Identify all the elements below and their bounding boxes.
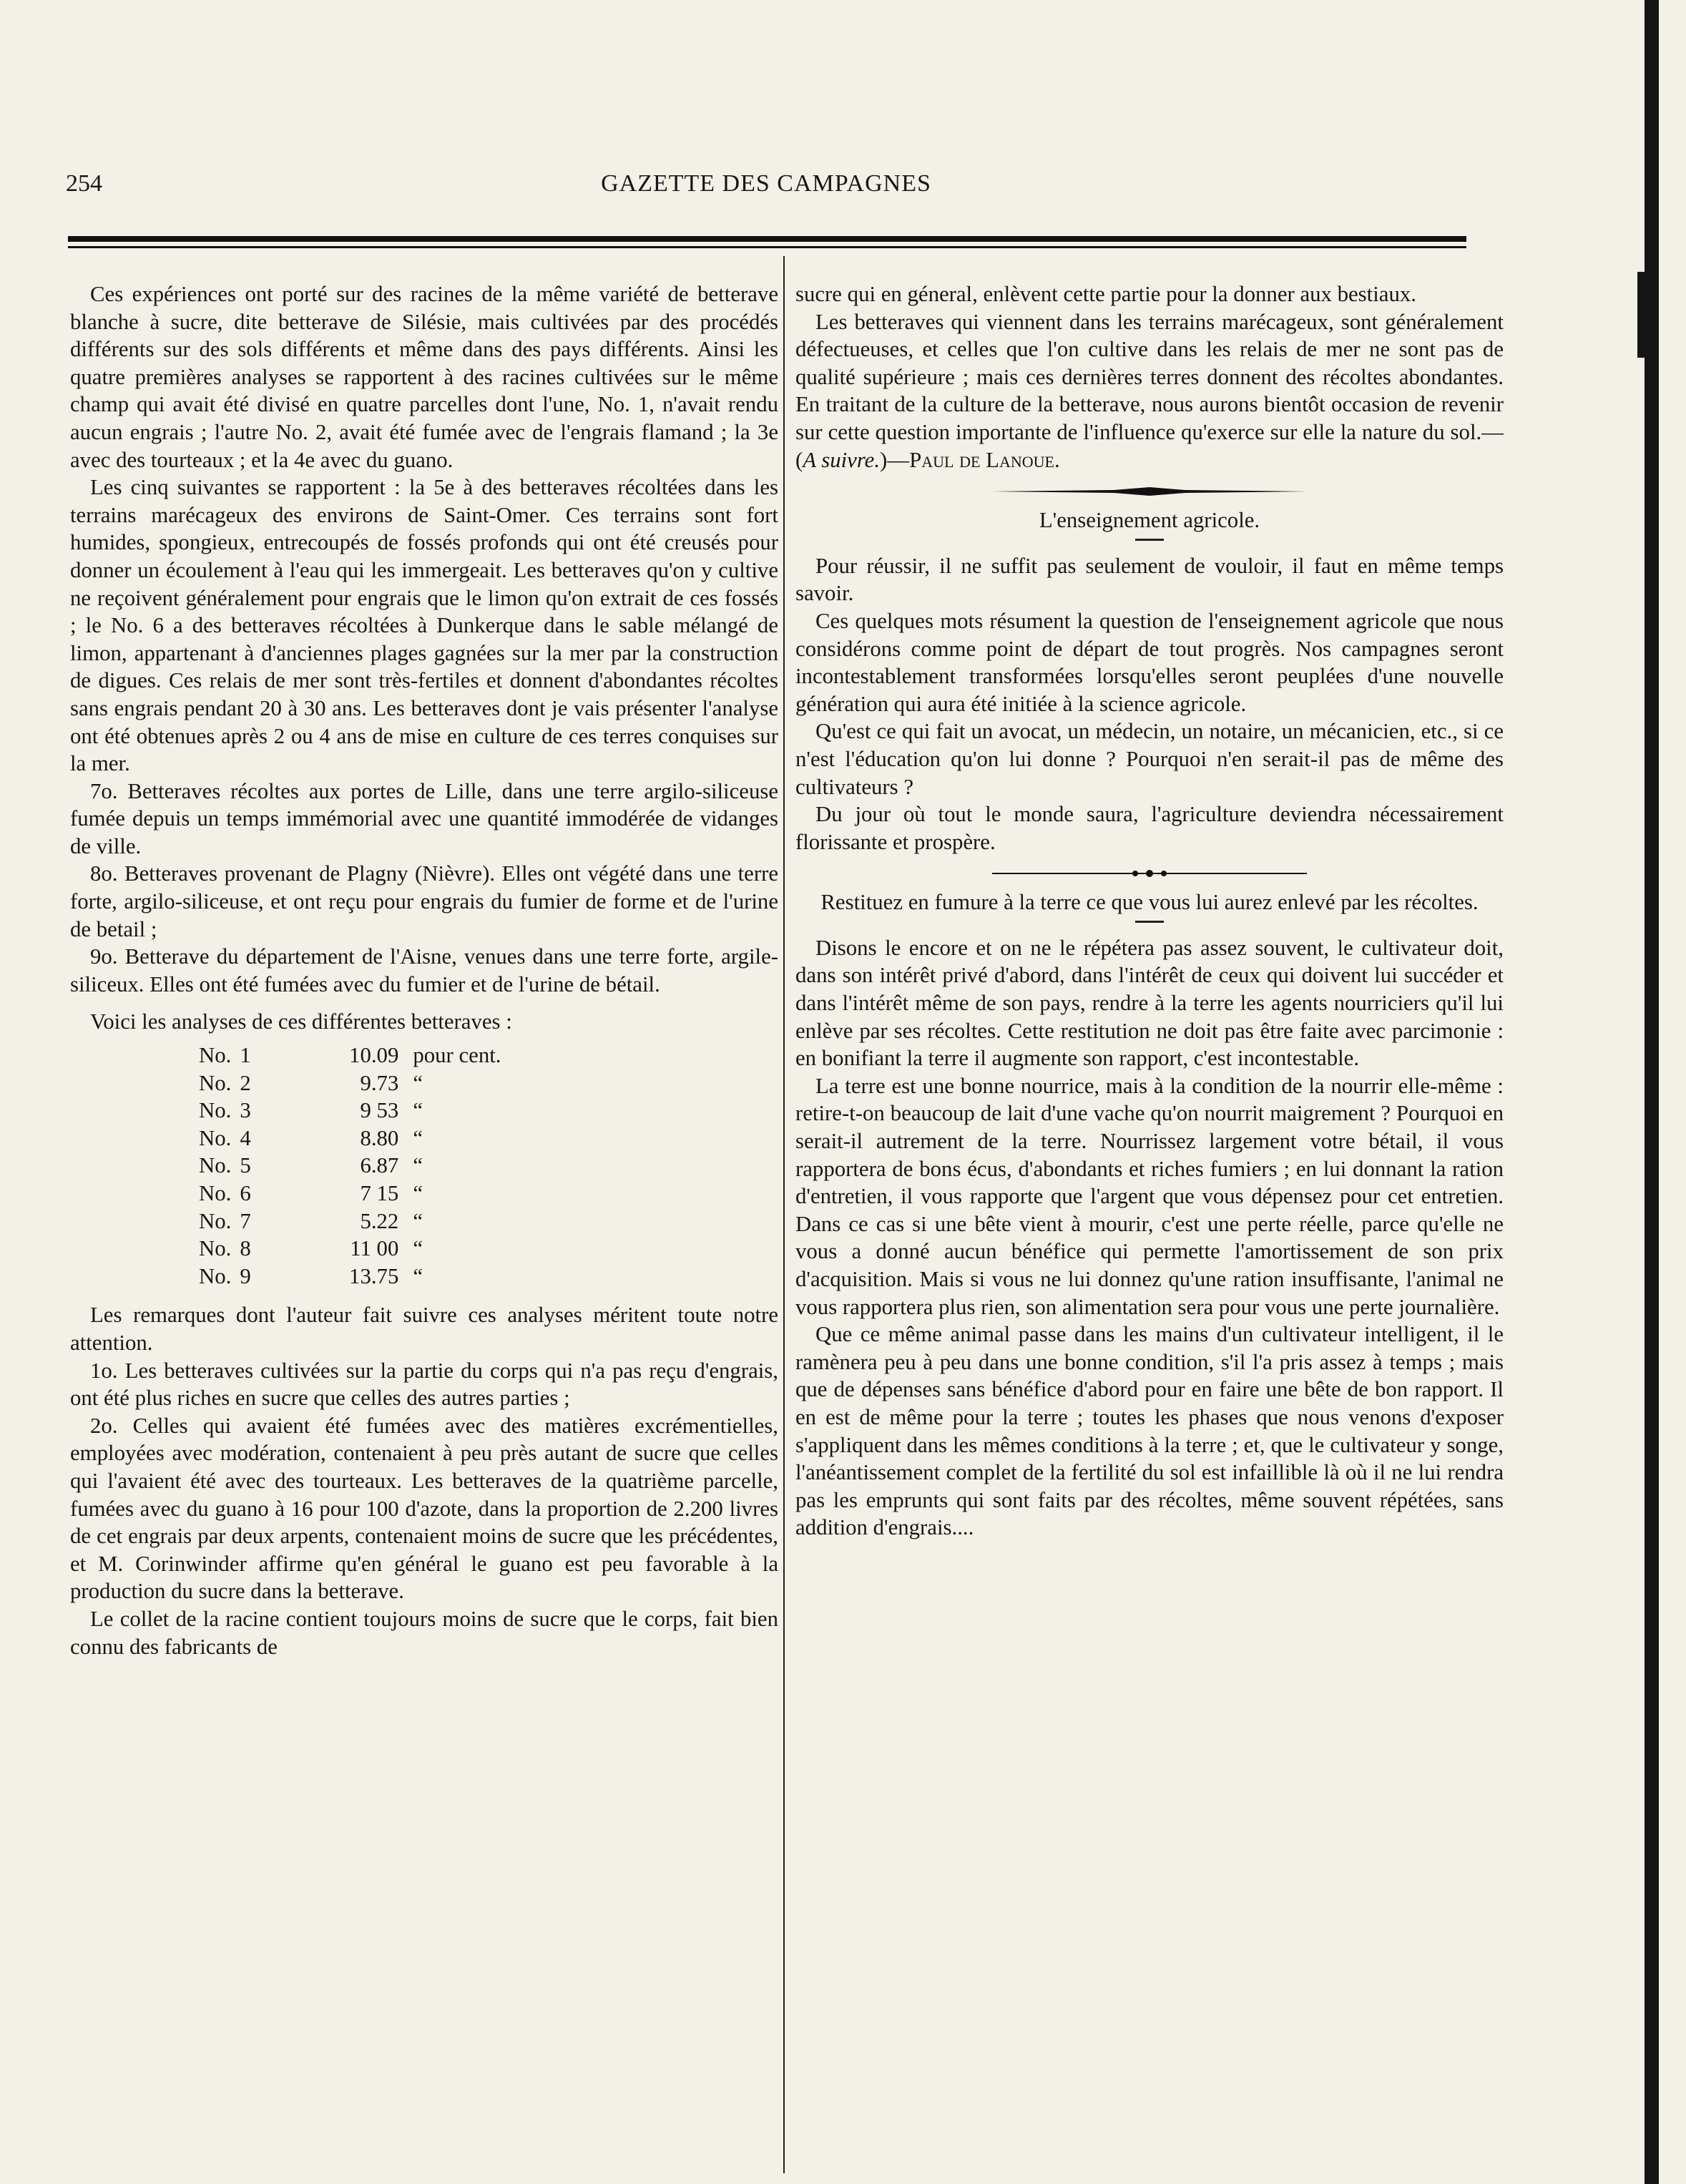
row-number: 4 <box>240 1125 251 1150</box>
row-number: 1 <box>240 1043 251 1068</box>
italic-note: A suivre. <box>803 447 881 472</box>
paragraph-text-end: )— <box>880 447 910 472</box>
row-label: No. <box>199 1263 232 1288</box>
paragraph: La terre est une bonne nourrice, mais à la condition de la nourrir elle-même : retire-t-on beaucoup de lait d'une vache qu'on nourrit maigrement ? Pourquoi en serait-il autrement de la terre. Nourrissez largement votre bétail, il vous rapportera de bons écus, d'abondants et riches fumiers ; en lui donnant la ration d'entretien, il vous rapporte que l'argent que vous dépensez pour cet entretien. Dans ce cas si une bête vient à mourir, c'est une perte réelle, parce qu'elle ne vous a donné aucun bénéfice qui permette l'amortissement de son prix d'acquisition. Mais si vous ne lui donnez qu'une ration insuffisante, l'animal ne vous rapportera plus rien, son alimentation sera pour vous une perte journalière. <box>795 1073 1504 1319</box>
column-divider <box>783 256 785 2173</box>
signature: Paul de Lanoue. <box>909 447 1060 472</box>
table-row <box>199 1097 510 1125</box>
row-value: 11 00 <box>350 1236 399 1261</box>
row-value: 5.22 <box>360 1208 399 1233</box>
paragraph: sucre qui en géneral, enlèvent cette partie pour la donner aux bestiaux. <box>795 282 1416 306</box>
paragraph-text: Les betteraves qui viennent dans les terrains marécageux, sont généralement défectueuses, et celles que l'on cultive dans les relais de mer ne sont pas de qualité supérieure ; mais ces dernières terres donnent des récoltes abondantes. En traitant de la culture de la betterave, nous aurons bientôt occasion de revenir sur cette question importante de l'influence qu'exerce sur elle la nature du sol.—( <box>795 309 1504 472</box>
row-unit: “ <box>413 1208 423 1233</box>
running-title: GAZETTE DES CAMPAGNES <box>601 170 931 197</box>
header-rule-thick <box>68 236 1466 242</box>
row-value: 9.73 <box>360 1070 399 1095</box>
left-column <box>70 280 778 2169</box>
row-label: No. <box>199 1208 232 1233</box>
page-header <box>66 170 1466 213</box>
row-number: 7 <box>240 1208 251 1233</box>
row-value: 6.87 <box>360 1153 399 1178</box>
row-label: No. <box>199 1125 232 1150</box>
row-label: No. <box>199 1098 232 1123</box>
paragraph: 1o. Les betteraves cultivées sur la partie du corps qui n'a pas reçu d'engrais, ont été plus riches en sucre que celles des autres parties ; <box>70 1358 778 1411</box>
paragraph: Les cinq suivantes se rapportent : la 5e à des betteraves récoltées dans les terrains marécageux des environs de Saint-Omer. Ces terrains sont fort humides, spongieux, entrecoupés de fossés profonds qui ont été creusés pour donner un écoulement à l'eau qui les immergeait. Les betteraves qu'on y cultive ne reçoivent généralement pour engrais que le limon qu'on extrait de ces fossés ; le No. 6 a des betteraves récoltées à Dunkerque dans le sable mélangé de limon, appartenant à d'anciennes plages gagnées sur la mer par la construction de digues. Ces relais de mer sont très-fertiles et donnent d'abondantes récoltes sans engrais pendant 20 à 30 ans. Les betteraves dont je vais présenter l'analyse ont été obtenues après 2 ou 4 ans de mise en culture de ces terres conquises sur la mer. <box>70 475 778 776</box>
paragraph: 7o. Betteraves récoltes aux portes de Lille, dans une terre argilo-siliceuse fumée depuis un temps immémorial avec une quantité immodérée de vidanges de ville. <box>70 778 778 858</box>
row-unit: “ <box>413 1236 423 1261</box>
right-column <box>795 280 1504 2169</box>
row-value: 9 53 <box>360 1098 399 1123</box>
row-label: No. <box>199 1153 232 1178</box>
scan-edge-bar <box>1645 0 1659 2184</box>
newspaper-page <box>50 0 1504 2184</box>
row-value: 10.09 <box>349 1043 399 1068</box>
row-number: 9 <box>240 1263 251 1288</box>
row-number: 3 <box>240 1098 251 1123</box>
row-label: No. <box>199 1070 232 1095</box>
row-label: No. <box>199 1043 232 1068</box>
table-row <box>199 1042 510 1069</box>
paragraph: Ces quelques mots résument la question de l'enseignement agricole que nous considérons comme point de départ de tout progrès. Nos campagnes seront incontestablement transformées lorsqu'elles seront peuplées d'une nouvelle génération qui aura été initiée à la science agricole. <box>795 608 1504 716</box>
table-row <box>199 1152 510 1180</box>
row-unit: pour cent. <box>413 1043 501 1068</box>
table-row <box>199 1069 510 1097</box>
page-number: 254 <box>66 170 102 197</box>
row-value: 8.80 <box>360 1125 399 1150</box>
paragraph <box>795 308 1504 474</box>
row-number: 2 <box>240 1070 251 1095</box>
row-unit: “ <box>413 1125 423 1150</box>
title-dash <box>1135 539 1164 541</box>
paragraph: 9o. Betterave du département de l'Aisne, venues dans une terre forte, argile-siliceux. Elles ont été fumées avec du fumier et de l'urine de bétail. <box>70 944 778 996</box>
row-value: 13.75 <box>349 1263 399 1288</box>
header-rule-thin <box>68 246 1466 248</box>
row-value: 7 15 <box>360 1181 399 1205</box>
paragraph: Voici les analyses de ces différentes betteraves : <box>90 1009 512 1034</box>
paragraph: Qu'est ce qui fait un avocat, un médecin, un notaire, un mécanicien, etc., si ce n'est l'éducation qu'on lui donne ? Pourquoi n'en serait-il pas de même des cultivateurs ? <box>795 719 1504 799</box>
paragraph: Les remarques dont l'auteur fait suivre ces analyses méritent toute notre attention. <box>70 1303 778 1355</box>
table-row <box>199 1125 510 1152</box>
row-number: 5 <box>240 1153 251 1178</box>
table-row <box>199 1180 510 1208</box>
table-row <box>199 1208 510 1235</box>
paragraph: 8o. Betteraves provenant de Plagny (Nièvre). Elles ont végété dans une terre forte, argilo-siliceuse, et ont reçu pour engrais du fumier de forme et de l'urine de betail ; <box>70 861 778 941</box>
paragraph: Ces expériences ont porté sur des racines de la même variété de betterave blanche à sucre, dite betterave de Silésie, mais cultivées par des procédés différents sur des sols différents et même dans des pays différents. Ainsi les quatre premières analyses se rapportent à des racines cultivées sur le même champ qui avait été divisé en quatre parcelles dont l'une, No. 1, n'avait rendu aucun engrais ; l'autre No. 2, avait été fumée avec de l'engrais flamand ; la 3e avec des tourteaux ; et la 4e avec du guano. <box>70 282 778 472</box>
paragraph: Le collet de la racine contient toujours moins de sucre que le corps, fait bien connu des fabricants de <box>70 1606 778 1659</box>
row-label: No. <box>199 1181 232 1205</box>
table-row <box>199 1235 510 1263</box>
section-title: Restituez en fumure à la terre ce que vous lui aurez enlevé par les récoltes. <box>820 890 1479 915</box>
paragraph: 2o. Celles qui avaient été fumées avec des matières excrémentielles, employées avec modération, contenaient à peu près autant de sucre que celles qui l'avaient été avec des tourteaux. Les betteraves de la quatrième parcelle, fumées avec du guano à 16 pour 100 d'azote, dans la proportion de 2.200 livres de cet engrais par deux arpents, contenaient moins de sucre que les précédentes, et M. Corinwinder affirme qu'en général le guano est peu favorable à la production du sucre dans la betterave. <box>70 1413 778 1604</box>
row-number: 6 <box>240 1181 251 1205</box>
analyses-table <box>199 1042 510 1290</box>
row-number: 8 <box>240 1236 251 1261</box>
row-label: No. <box>199 1236 232 1261</box>
row-unit: “ <box>413 1070 423 1095</box>
ornament-divider <box>992 486 1307 496</box>
section-title: L'enseignement agricole. <box>1039 508 1260 533</box>
ornament-divider <box>992 868 1307 878</box>
paragraph: Pour réussir, il ne suffit pas seulement de vouloir, il faut en même temps savoir. <box>795 553 1504 606</box>
row-unit: “ <box>413 1098 423 1123</box>
title-dash <box>1135 921 1164 923</box>
row-unit: “ <box>413 1181 423 1205</box>
paragraph: Que ce même animal passe dans les mains d'un cultivateur intelligent, il le ramènera peu à peu dans une bonne condition, s'il l'a pris assez à temps ; mais que de dépenses sans bénéfice d'abord pour en faire une bête de bon rapport. Il en est de même pour la terre ; toutes les phases que nous venons d'exposer s'appliquent dans les mêmes conditions à la terre ; et, que le cultivateur y songe, l'anéantissement complet de la fertilité du sol est infaillible là où il ne lui rendra pas les emprunts qui sont faits par des récoltes, même souvent répétées, sans addition d'engrais.... <box>795 1322 1504 1540</box>
paragraph: Du jour où tout le monde saura, l'agriculture deviendra nécessairement florissante et prospère. <box>795 802 1504 854</box>
table-row <box>199 1263 510 1291</box>
row-unit: “ <box>413 1263 423 1288</box>
paragraph: Disons le encore et on ne le répétera pas assez souvent, le cultivateur doit, dans son intérêt privé d'abord, dans l'intérêt de ceux qui doivent lui succéder et dans l'intérêt même de son pays, rendre à la terre les agents nourriciers qu'il lui enlève par ses récoltes. Cette restitution ne doit pas être faite avec parcimonie : en bonifiant la terre il augmente son rapport, c'est incontestable. <box>795 935 1504 1071</box>
row-unit: “ <box>413 1153 423 1178</box>
